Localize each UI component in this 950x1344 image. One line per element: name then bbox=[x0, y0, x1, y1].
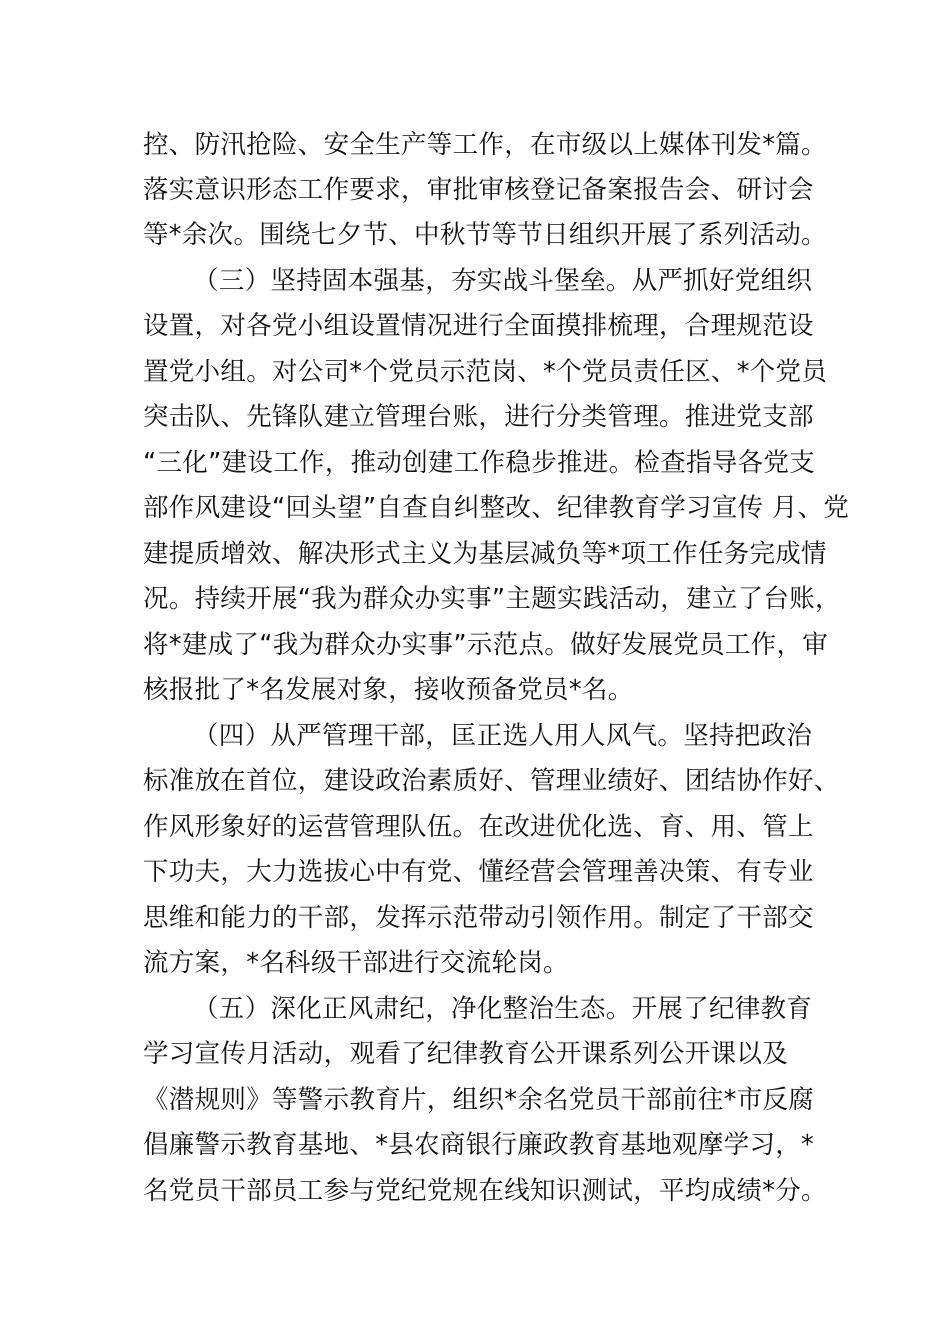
text-line-7: 突击队、先锋队建立管理台账，进行分类管理。推进党支部 bbox=[143, 402, 814, 432]
text-line-21: 学习宣传月活动，观看了纪律教育公开课系列公开课以及 bbox=[143, 1039, 789, 1069]
text-line-3: 等*余次。围绕七夕节、中秋节等节日组织开展了系列活动。 bbox=[143, 220, 827, 250]
text-line-17: 下功夫，大力选拔心中有党、懂经营会管理善决策、有专业 bbox=[143, 857, 814, 887]
text-line-12: 将*建成了“我为群众办实事”示范点。做好发展党员工作，审 bbox=[143, 630, 829, 660]
text-line-22: 《潜规则》等警示教育片，组织*余名党员干部前往*市反腐 bbox=[143, 1085, 815, 1115]
text-line-16: 作风形象好的运营管理队伍。在改进优化选、育、用、管上 bbox=[143, 812, 814, 842]
section-heading-3: （三）坚持固本强基，夯实战斗堡垒。从严抓好党组织 bbox=[193, 266, 813, 296]
text-line-1: 控、防汛抢险、安全生产等工作，在市级以上媒体刊发*篇。 bbox=[143, 130, 827, 160]
section-heading-4: （四）从严管理干部，匡正选人用人风气。坚持把政治 bbox=[193, 721, 813, 751]
text-line-23: 倡廉警示教育基地、*县农商银行廉政教育基地观摩学习，* bbox=[143, 1130, 815, 1160]
text-line-10: 建提质增效、解决形式主义为基层减负等*项工作任务完成情 bbox=[143, 539, 827, 569]
text-line-2: 落实意识形态工作要求，审批审核登记备案报告会、研讨会 bbox=[143, 175, 814, 205]
text-line-9: 部作风建设“回头望”自查自纠整改、纪律教育学习宣传 月、党 bbox=[143, 493, 850, 523]
text-line-15: 标准放在首位，建设政治素质好、管理业绩好、团结协作好、 bbox=[143, 766, 840, 796]
text-line-18: 思维和能力的干部，发挥示范带动引领作用。制定了干部交 bbox=[143, 903, 814, 933]
text-line-13: 核报批了*名发展对象，接收预备党员*名。 bbox=[143, 675, 634, 705]
text-line-8: “三化”建设工作，推动创建工作稳步推进。检查指导各党支 bbox=[143, 448, 816, 478]
text-line-5: 设置，对各党小组设置情况进行全面摸排梳理，合理规范设 bbox=[143, 311, 814, 341]
text-line-11: 况。持续开展“我为群众办实事”主题实践活动，建立了台账， bbox=[143, 584, 841, 614]
text-line-6: 置党小组。对公司*个党员示范岗、*个党员责任区、*个党员 bbox=[143, 357, 828, 387]
section-heading-5: （五）深化正风肃纪，净化整治生态。开展了纪律教育 bbox=[193, 994, 813, 1024]
text-line-24: 名党员干部员工参与党纪党规在线知识测试，平均成绩*分。 bbox=[143, 1176, 827, 1206]
text-line-19: 流方案，*名科级干部进行交流轮岗。 bbox=[143, 948, 569, 978]
